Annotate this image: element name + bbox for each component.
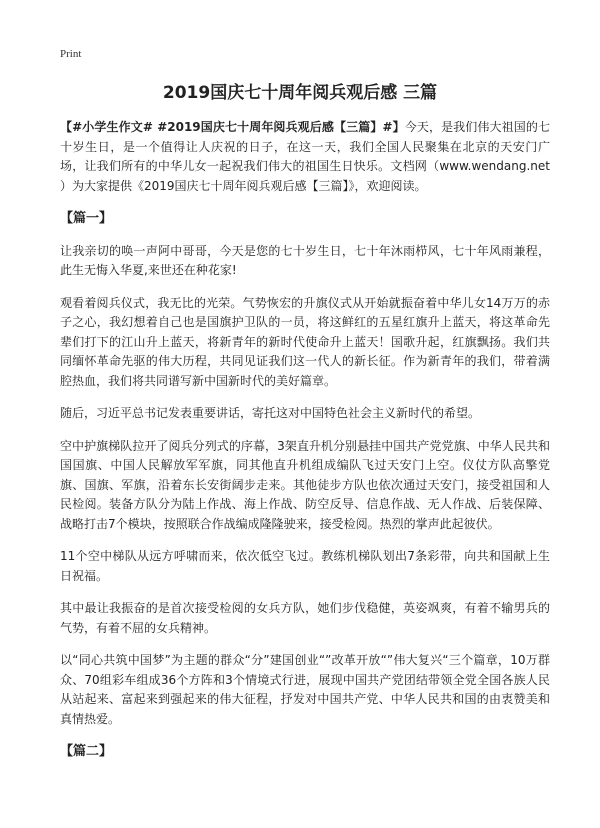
print-label: Print	[60, 48, 82, 60]
paragraph: 让我亲切的唤一声阿中哥哥，今天是您的七十岁生日，七十年沐雨栉风，七十年风雨兼程，此生无悔入华夏,来世还在种花家!	[60, 243, 550, 277]
paragraph: 11个空中梯队从远方呼啸而来，依次低空飞过。教练机梯队划出7条彩带，向共和国献上生日祝福。	[60, 549, 550, 583]
intro-text: 今天，是我们伟大祖国的七十岁生日，是一个值得让人庆祝的日子，在这一天，我们全国人民聚集在北京的天安门广场，让我们所有的中华儿女一起祝我们伟大的祖国生日快乐。文档网（www.wendang.net ）为大家提供《2019国庆七十周年阅兵观后感【三篇】》，欢迎阅读。	[60, 120, 550, 193]
section-heading-1: 【篇一】	[60, 211, 113, 226]
intro-paragraph	[60, 118, 550, 196]
paragraph: 随后，习近平总书记发表重要讲话，寄托这对中国特色社会主义新时代的希望。	[60, 406, 481, 420]
section-heading-2: 【篇二】	[60, 744, 113, 759]
paragraph: 以“同心共筑中国梦”为主题的群众“分”建国创业“”改革开放“”伟大复兴“三个篇章，10万群众、70组彩车组成36个方阵和3个情境式行进，展现中国共产党团结带领全党全国各族人民从站起来、富起来到强起来的伟大征程，抒发对中国共产党、中华人民共和国的由衷赞美和真情热爱。	[60, 653, 550, 726]
article-body	[60, 118, 550, 775]
paragraph: 空中护旗梯队拉开了阅兵分列式的序幕，3架直升机分别悬挂中国共产党党旗、中华人民共和国国旗、中国人民解放军军旗，同其他直升机组成编队飞过天安门上空。仪仗方队高擎党旗、国旗、军旗，沿着东长安街阔步走来。其他徒步方队也依次通过天安门，接受祖国和人民检阅。装备方队分为陆上作战、海上作战、防空反导、信息作战、无人作战、后装保障、战略打击7个模块，按照联合作战编成隆隆驶来，接受检阅。热烈的掌声此起彼伏。	[60, 438, 550, 531]
page-title: 2019国庆七十周年阅兵观后感 三篇	[162, 83, 438, 103]
intro-tags: 【#小学生作文# #2019国庆七十周年阅兵观后感【三篇】#】	[60, 120, 405, 134]
paragraph: 观看着阅兵仪式，我无比的光荣。气势恢宏的升旗仪式从开始就振奋着中华儿女14万万的赤子之心，我幻想着自己也是国旗护卫队的一员，将这鲜红的五星红旗升上蓝天，将这革命先辈们打下的江山升上蓝天，将新青年的新时代使命升上蓝天！国歌升起，红旗飘扬。我们共同缅怀革命先驱的伟大历程，共同见证我们这一代人的新长征。作为新青年的我们，带着满腔热血，我们将共同谱写新中国新时代的美好篇章。	[60, 295, 550, 388]
paragraph: 其中最让我振奋的是首次接受检阅的女兵方队，她们步伐稳健，英姿飒爽，有着不输男兵的气势，有着不屈的女兵精神。	[60, 601, 550, 635]
